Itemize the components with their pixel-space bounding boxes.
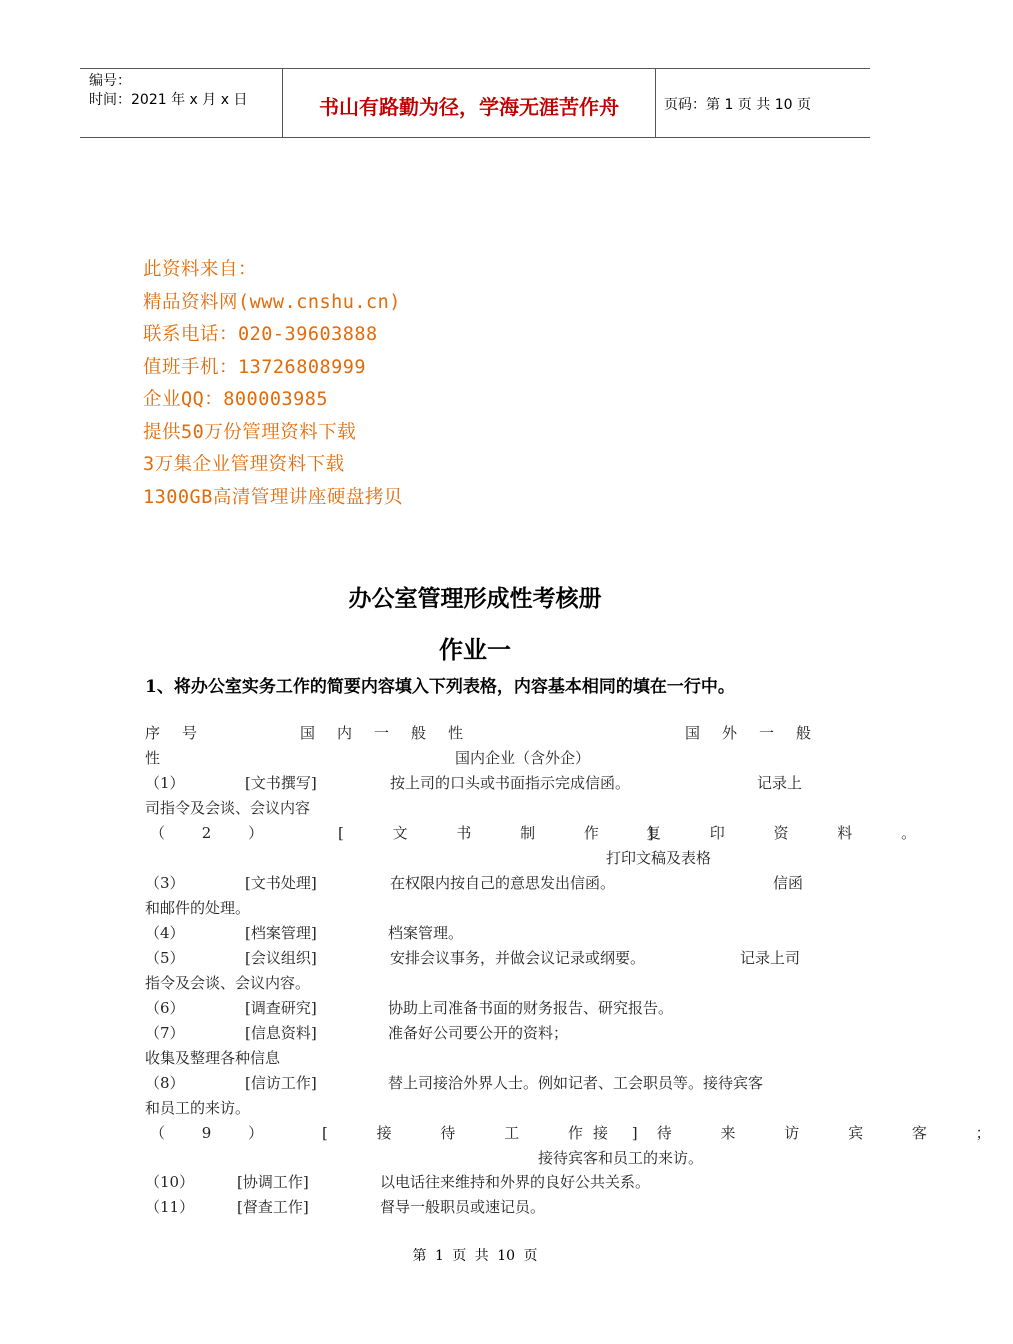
motto: 书山有路勤为径，学海无涯苦作舟 [319,95,619,119]
row-type: [ 接 待 工 作 ] [322,1124,660,1142]
row-type: [督查工作] [237,1198,309,1216]
row-number: （8） [145,1074,185,1092]
col-header-foreign: 国外一般 [685,724,834,742]
ad-line: 精品资料网(www.cnshu.cn) [143,291,401,313]
row-type: [协调工作] [237,1173,309,1191]
ad-line: 企业QQ：800003985 [143,389,329,410]
row-text: 以电话往来维持和外界的良好公共关系。 [380,1173,651,1191]
header-table [80,68,870,138]
row-text: 指令及会谈、会议内容。 [145,974,311,992]
number-label: 编号： [89,73,131,89]
row-text: 收集及整理各种信息 [145,1049,281,1067]
row-text: 和邮件的处理。 [145,899,251,917]
row-text: 复 印 资 料 。 [646,824,939,842]
row-text: 记录上 [757,774,803,792]
row-text: 准备好公司要公开的资料； [388,1024,569,1042]
row-text: 打印文稿及表格 [606,849,712,867]
row-type: [信息资料] [245,1024,317,1042]
row-text: 在权限内按自己的意思发出信函。 [390,874,616,892]
ad-line: 值班手机：13726808999 [143,356,367,378]
ad-line: 3万集企业管理资料下载 [143,454,345,475]
row-number: （4） [145,924,185,942]
row-number: （ 9 ） [150,1124,280,1142]
page-info: 页码：第 1 页 共 10 页 [664,97,811,113]
row-number: （5） [145,949,185,967]
col-header-foreign-cont: 性 [145,749,161,767]
col-header-number: 序号 [145,724,220,742]
divider [655,69,656,137]
row-number: （11） [145,1198,195,1216]
row-text: 按上司的口头或书面指示完成信函。 [390,774,631,792]
row-number: （3） [145,874,185,892]
ad-line: 1300GB高清管理讲座硬盘拷贝 [143,486,403,508]
time-label: 时间：2021 年 x 月 x 日 [89,92,248,108]
row-text: 接 待 来 访 宾 客 ； [593,1124,1013,1142]
row-text: 替上司接洽外界人士。例如记者、工会职员等。接待宾客 [388,1074,764,1092]
row-text: 督导一般职员或速记员。 [380,1198,546,1216]
row-type: [信访工作] [245,1074,317,1092]
col-header-domestic-ent: 国内企业（含外企） [455,749,591,767]
ad-line: 联系电话：020-39603888 [143,324,378,345]
row-type: [文书撰写] [245,774,317,792]
row-text: 安排会议事务，并做会议记录或纲要。 [390,949,646,967]
row-text: 和员工的来访。 [145,1099,251,1117]
row-type: [档案管理] [245,924,317,942]
row-text: 接待宾客和员工的来访。 [538,1149,704,1167]
page-footer: 第 1 页 共 10 页 [412,1248,538,1264]
row-text: 司指令及会谈、会议内容 [145,799,311,817]
row-type: [ 文 书 制 作 ] [338,824,676,842]
row-type: [会议组织] [245,949,317,967]
row-text: 信函 [773,874,804,892]
row-number: （6） [145,999,185,1017]
row-text: 协助上司准备书面的财务报告、研究报告。 [388,999,674,1017]
row-text: 记录上司 [740,949,801,967]
ad-line: 提供50万份管理资料下载 [143,421,357,443]
row-number: （7） [145,1024,185,1042]
col-header-domestic: 国内一般性 [300,724,486,742]
document-title: 办公室管理形成性考核册 [348,585,602,612]
row-number: （ 2 ） [150,824,280,842]
row-type: [调查研究] [245,999,317,1017]
row-number: （1） [145,774,185,792]
row-text: 档案管理。 [388,924,464,942]
row-number: （10） [145,1173,195,1191]
document-subtitle: 作业一 [439,635,511,664]
question-text: 1、将办公室实务工作的简要内容填入下列表格，内容基本相同的填在一行中。 [145,677,735,697]
row-type: [文书处理] [245,874,317,892]
ad-block [143,254,403,514]
ad-line: 此资料来自： [143,259,258,280]
